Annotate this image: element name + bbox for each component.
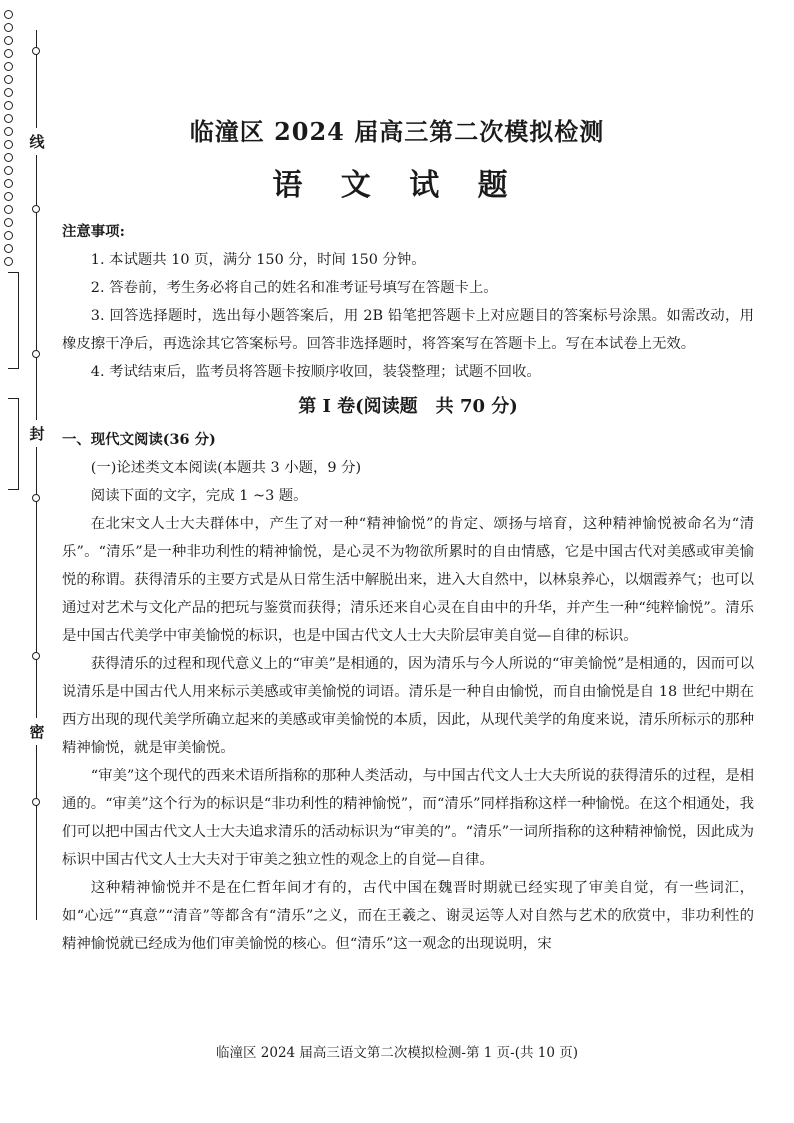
- part-heading: 一、现代文阅读(36 分): [62, 431, 216, 448]
- passage-paragraph: 获得清乐的过程和现代意义上的“审美”是相通的，因为清乐与今人所说的“审美愉悦”是相通的，因而可以说清乐是中国古代人用来标示美感或审美愉悦的词语。清乐是一种自由愉悦，而自由愉悦是自 18 世纪中期在西方出现的现代美学所确立起来的美感或审美愉悦的本质，因此，从现代美学的角度来说，清乐所标示的那种精神愉悦，就是审美愉悦。: [62, 656, 754, 756]
- binding-hole: [4, 88, 13, 97]
- binding-label-seal: 封: [28, 420, 46, 447]
- binding-hole: [4, 10, 13, 19]
- binding-hole: [4, 101, 13, 110]
- notice-item: 4. 考试结束后，监考员将答题卡按顺序收回，装袋整理；试题不回收。: [90, 364, 541, 380]
- passage-paragraph: 在北宋文人士大夫群体中，产生了对一种“精神愉悦”的肯定、颂扬与培育，这种精神愉悦被命名为“清乐”。“清乐”是一种非功利性的精神愉悦，是心灵不为物欲所累时的自由情感，它是中国古代对美感或审美愉悦的称谓。获得清乐的主要方式是从日常生活中解脱出来，进入大自然中，以林泉养心，以烟霞养气；也可以通过对艺术与文化产品的把玩与鉴赏而获得；清乐还来自心灵在自由中的升华，并产生一种“纯粹愉悦”。清乐是中国古代美学中审美愉悦的标识，也是中国古代文人士大夫阶层审美自觉—自律的标识。: [62, 516, 754, 644]
- notice-item: 1. 本试题共 10 页，满分 150 分，时间 150 分钟。: [90, 252, 426, 268]
- binding-hole: [4, 62, 13, 71]
- binding-dot: [32, 205, 40, 213]
- binding-hole: [4, 218, 13, 227]
- exam-subject-title: 语 文 试 题: [272, 168, 522, 203]
- exam-content: [62, 218, 754, 958]
- notice-heading: 注意事项:: [62, 223, 125, 240]
- binding-hole: [4, 23, 13, 32]
- binding-dot: [32, 798, 40, 806]
- notice-item: 2. 答卷前，考生务必将自己的姓名和准考证号填写在答题卡上。: [90, 280, 498, 296]
- passage-paragraph: “审美”这个现代的西来术语所指称的那种人类活动，与中国古代文人士大夫所说的获得清乐的过程，是相通的。“审美”这个行为的标识是“非功利性的精神愉悦”，而“清乐”同样指称这样一种愉悦。在这个相通处，我们可以把中国古代文人士大夫追求清乐的活动标识为“审美的”。“清乐”一词所指称的这种精神愉悦，因此成为标识中国古代文人士大夫对于审美之独立性的观念上的自觉—自律。: [62, 768, 754, 868]
- binding-hole: [4, 75, 13, 84]
- binding-hole: [4, 244, 13, 253]
- binding-hole: [4, 205, 13, 214]
- binding-dot: [32, 494, 40, 502]
- section-title: 第 Ⅰ 卷(阅读题 共 70 分): [298, 396, 518, 417]
- binding-hole: [4, 36, 13, 45]
- notice-item: 3. 回答选择题时，选出每小题答案后，用 2B 铅笔把答题卡上对应题目的答案标号涂黑。如需改动，用橡皮擦干净后，再选涂其它答案标号。回答非选择题时，将答案写在答题卡上。写在本试卷上无效。: [62, 308, 754, 352]
- reading-instruction: 阅读下面的文字，完成 1 ~3 题。: [90, 488, 308, 504]
- binding-dot: [32, 652, 40, 660]
- binding-hole: [4, 231, 13, 240]
- binding-hole: [4, 257, 13, 266]
- page-footer: 临潼区 2024 届高三语文第二次模拟检测-第 1 页-(共 10 页): [215, 1045, 579, 1061]
- binding-bracket: [8, 272, 19, 369]
- exam-title: 临潼区 2024 届高三第二次模拟检测: [189, 117, 605, 146]
- binding-bracket: [8, 398, 19, 490]
- sub-heading: (一)论述类文本阅读(本题共 3 小题，9 分): [90, 460, 362, 476]
- binding-label-line: 线: [28, 128, 46, 155]
- binding-hole: [4, 49, 13, 58]
- binding-dot: [32, 47, 40, 55]
- passage-paragraph: 这种精神愉悦并不是在仁哲年间才有的，古代中国在魏晋时期就已经实现了审美自觉，有一些词汇，如“心远”“真意”“清音”等都含有“清乐”之义，而在王羲之、谢灵运等人对自然与艺术的欣赏中，非功利性的精神愉悦就已经成为他们审美愉悦的核心。但“清乐”这一观念的出现说明，宋: [62, 880, 754, 952]
- binding-dot: [32, 350, 40, 358]
- binding-label-dense: 密: [28, 718, 46, 745]
